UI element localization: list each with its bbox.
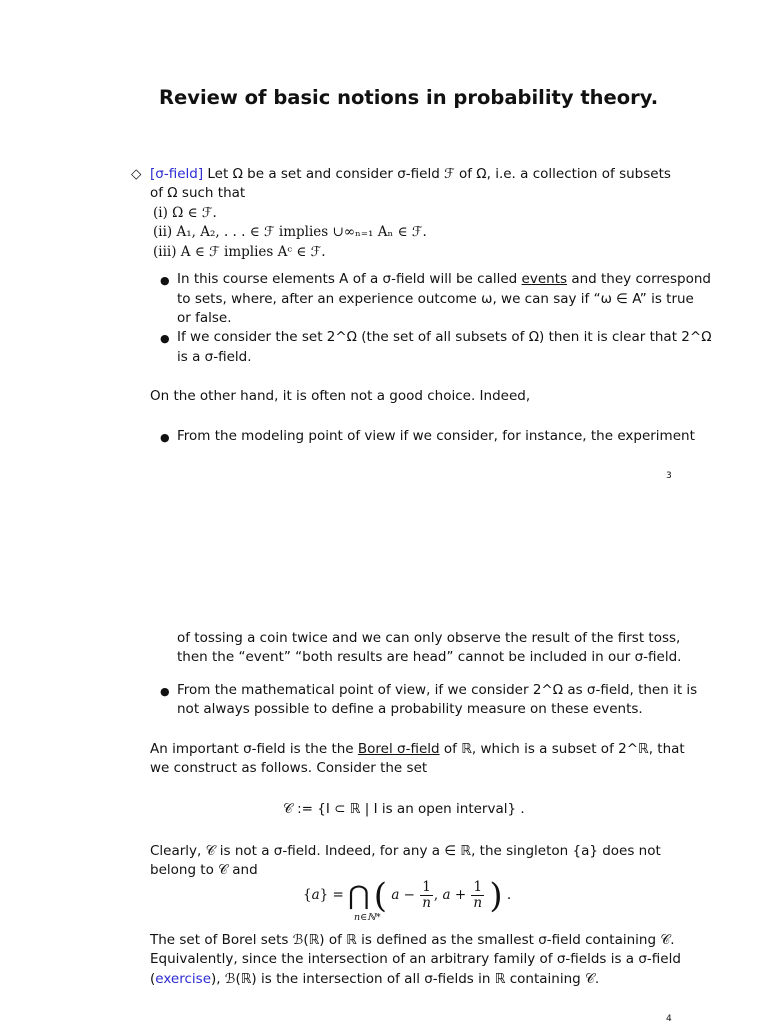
sigma-field-definition-line2: of Ω such that [150, 185, 246, 201]
borel-paragraph-line1 [150, 740, 685, 759]
borel-sets-line1: The set of Borel sets ℬ(ℝ) of ℝ is defined as the smallest σ-field containing 𝒞. [150, 932, 675, 948]
events-bullet-text-post: and they correspond [571, 271, 711, 287]
intersection-icon: ⋂ [348, 880, 370, 911]
borel-paragraph-line2: we construct as follows. Consider the set [150, 760, 428, 776]
c-definition-equation: 𝒞 := {I ⊂ ℝ | I is an open interval} . [283, 801, 525, 817]
page-title: Review of basic notions in probability theory. [159, 86, 659, 109]
borel-text-pre: An important σ-field is the the [150, 741, 354, 757]
modeling-bullet-cont-line1: of tossing a coin twice and we can only observe the result of the first toss, [177, 630, 681, 646]
events-bullet-line2: to sets, where, after an experience outcome ω, we can say if “ω ∈ A” is true [177, 291, 694, 307]
events-bullet-line3: or false. [177, 310, 232, 326]
clearly-paragraph-line1: Clearly, 𝒞 is not a σ-field. Indeed, for any a ∈ ℝ, the singleton {a} does not [150, 843, 661, 859]
singleton-equation: {a} = ⋂ ( a − $\frac{1}{n}$ , a + $\frac{1}{n}$ ) . [303, 875, 512, 916]
borel-sets-line2: Equivalently, since the intersection of an arbitrary family of σ-fields is a σ-field [150, 951, 681, 967]
events-bullet-line1 [177, 270, 711, 289]
modeling-bullet-cont-line2: then the “event” “both results are head” cannot be included in our σ-field. [177, 649, 682, 665]
definition-text: Let Ω be a set and consider σ-field ℱ of Ω, i.e. a collection of subsets [207, 166, 671, 182]
bullet-icon: ● [160, 685, 170, 698]
axiom-iii: (iii) A ∈ ℱ implies Aᶜ ∈ ℱ. [153, 244, 326, 260]
borel-sigma-field-term: Borel σ-field [357, 741, 440, 757]
diamond-icon: ◇ [131, 166, 142, 182]
math-bullet-line1: From the mathematical point of view, if we consider 2^Ω as σ-field, then it is [177, 682, 698, 698]
bullet-icon: ● [160, 274, 170, 287]
power-set-bullet-line1: If we consider the set 2^Ω (the set of all subsets of Ω) then it is clear that 2^Ω [177, 329, 712, 345]
sigma-field-definition-line1 [150, 165, 671, 184]
sigma-field-label[interactable]: [σ-field] [150, 166, 204, 182]
power-set-bullet-line2: is a σ-field. [177, 349, 252, 365]
events-bullet-text: In this course elements A of a σ-field will be called [177, 271, 518, 287]
borel-sets-line3: (exercise), ℬ(ℝ) is the intersection of all σ-fields in ℝ containing 𝒞. [150, 971, 600, 987]
page-number: 3 [666, 471, 672, 481]
page-number: 4 [666, 1014, 672, 1024]
exercise-link[interactable]: exercise [155, 971, 211, 987]
math-bullet-line2: not always possible to define a probability measure on these events. [177, 701, 643, 717]
bullet-icon: ● [160, 332, 170, 345]
borel-sets-line3-text: , ℬ(ℝ) is the intersection of all σ-fields in ℝ containing 𝒞. [216, 971, 600, 987]
other-hand-paragraph: On the other hand, it is often not a good choice. Indeed, [150, 388, 531, 404]
borel-text-post: of ℝ, which is a subset of 2^ℝ, that [443, 741, 685, 757]
bullet-icon: ● [160, 431, 170, 444]
events-term: events [521, 271, 568, 287]
axiom-i: (i) Ω ∈ ℱ. [153, 205, 217, 221]
intersection-subscript: n∈ℕ* [354, 912, 381, 923]
clearly-paragraph-line2: belong to 𝒞 and [150, 862, 258, 878]
modeling-bullet: From the modeling point of view if we consider, for instance, the experiment [177, 428, 695, 444]
axiom-ii: (ii) A₁, A₂, . . . ∈ ℱ implies ∪∞ₙ₌₁ Aₙ ∈ ℱ. [153, 224, 427, 240]
